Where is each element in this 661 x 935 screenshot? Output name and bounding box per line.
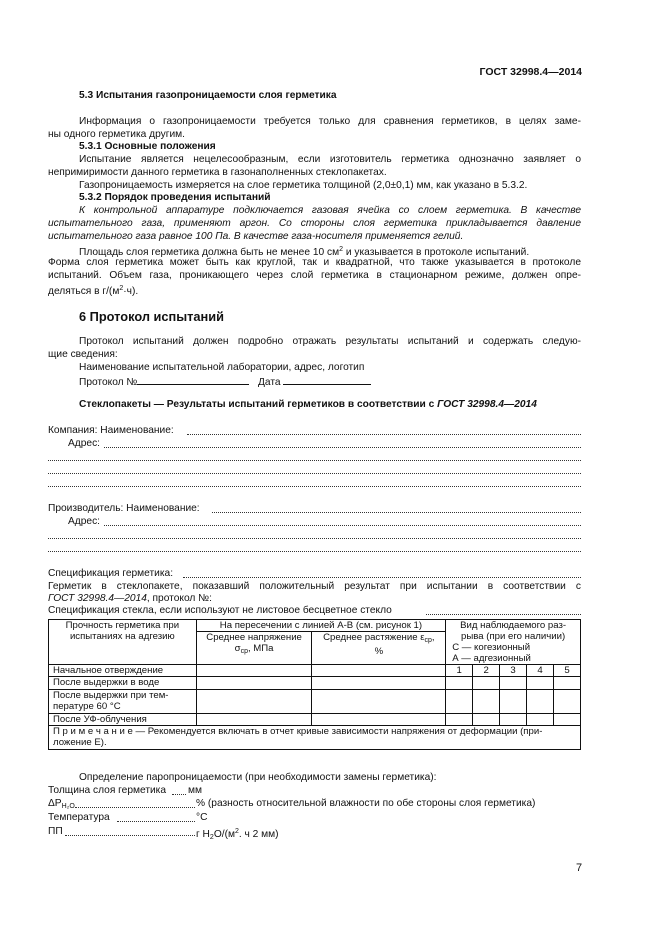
protocol-number-line: Протокол № xyxy=(79,374,249,389)
vapor-temp-fill-line xyxy=(117,821,195,822)
table-header-mean-stress: Среднее напряжение $\sigma_{ср}$, МПа xyxy=(196,632,312,665)
vapor-temp-label: Температура xyxy=(48,812,110,823)
para-procedure-line1: К контрольной аппаратуре подключается газовая ячейка со слоем герметика. В качестве xyxy=(79,205,581,216)
document-standard-header: ГОСТ 32998.4—2014 xyxy=(479,66,582,78)
table-header-intersection: На пересечении с линией А-В (см. рисунок 1) xyxy=(196,620,446,632)
producer-name-label: Производитель: Наименование: xyxy=(48,503,200,514)
producer-address-label: Адрес: xyxy=(68,516,100,527)
break-num-3: 3 xyxy=(500,665,527,677)
table-row-label: После выдержки при тем- пературе 60 °С xyxy=(49,690,197,714)
vapor-temp-unit: °С xyxy=(196,812,208,823)
vapor-pp-unit: г $H_2O/(м^2$. ч 2 мм) xyxy=(196,828,279,841)
spec-sealant-label: Спецификация герметика: xyxy=(48,568,174,579)
vapor-thickness-label: Толщина слоя герметика xyxy=(48,785,167,796)
company-address-label: Адрес: xyxy=(68,438,100,449)
result-text-line1: Герметик в стеклопакете, показавший положительный результат при испытании в соответствии с xyxy=(48,581,581,592)
para-procedure-line3: испытательного газа равное 100 Па. В качестве газа-носителя применяется гелий. xyxy=(48,231,464,242)
vapor-pp-fill-line xyxy=(65,835,195,836)
break-num-5: 5 xyxy=(554,665,581,677)
form-title: Стеклопакеты — Результаты испытаний герметиков в соответствии с ГОСТ 32998.4—2014 xyxy=(79,399,537,410)
section-6-title: 6 Протокол испытаний xyxy=(79,309,225,324)
result-text-line2: ГОСТ 32998.4—2014, протокол №: xyxy=(48,593,212,604)
section-5-3-title: 5.3 Испытания газопроницаемости слоя герметика xyxy=(79,90,337,101)
company-fill-line-4 xyxy=(48,473,581,474)
para-area-line3: испытаний. Объем газа, проникающего через слой герметика в стационарном режиме, должен опре- xyxy=(48,270,581,281)
table-header-break-type: Вид наблюдаемого раз- рыва (при его наличии) С — когезионный А — адгезионный xyxy=(446,620,581,665)
producer-fill-line-3 xyxy=(48,538,581,539)
section-5-3-1-title: 5.3.1 Основные положения xyxy=(79,141,216,152)
company-fill-line-5 xyxy=(48,486,581,487)
table-row xyxy=(49,690,581,714)
vapor-thickness-fill-line xyxy=(172,794,186,795)
company-address-fill-line xyxy=(104,447,581,448)
lab-name-line: Наименование испытательной лаборатории, адрес, логотип xyxy=(79,362,365,373)
para-area-line4: деляться в $г/(м^2\cdot ч)$. xyxy=(48,285,139,297)
company-name-label: Компания: Наименование: xyxy=(48,425,174,436)
spec-glass-fill-line xyxy=(426,614,581,615)
producer-fill-line-4 xyxy=(48,551,581,552)
para-procedure-line2: испытательного газа, применяют аргон. Со стороны слоя герметика прикладывается давление xyxy=(48,218,581,229)
table-row xyxy=(49,714,581,726)
table-header-mean-strain: Среднее растяжение $\varepsilon_{ср}$, % xyxy=(312,632,446,665)
para-inexpedient-line1: Испытание является нецелесообразным, если изготовитель герметика однозначно заявляет о xyxy=(79,154,581,165)
break-num-1: 1 xyxy=(446,665,473,677)
table-note: П р и м е ч а н и е — Рекомендуется включать в отчет кривые зависимости напряжения от деформации (при- ложение Е). xyxy=(49,726,581,750)
adhesion-results-table xyxy=(48,619,581,750)
vapor-dp-fill-line xyxy=(75,807,195,808)
table-row-label: После выдержки в воде xyxy=(49,677,197,690)
table-row xyxy=(49,677,581,690)
vapor-thickness-unit: мм xyxy=(188,785,203,796)
table-row xyxy=(49,665,581,677)
date-line: Дата xyxy=(258,374,371,389)
table-row-label: После УФ-облучения xyxy=(49,714,197,726)
para-protocol-line1: Протокол испытаний должен подробно отражать результаты испытаний и содержать следую- xyxy=(79,336,581,347)
para-area-line1: Площадь слоя герметика должна быть не менее 10 $см^2$ и указывается в протоколе испытаний. xyxy=(79,246,530,258)
section-5-3-2-title: 5.3.2 Порядок проведения испытаний xyxy=(79,192,271,203)
producer-address-fill-line xyxy=(104,525,581,526)
vapor-dp-desc: % (разность относительной влажности по обе стороны слоя герметика) xyxy=(196,798,536,809)
spec-glass-label: Спецификация стекла, если используют не листовое бесцветное стекло xyxy=(48,605,392,616)
break-num-4: 4 xyxy=(527,665,554,677)
para-gas-info-line2: ны одного герметика другим. xyxy=(48,129,185,140)
para-gas-info-line1: Информация о газопроницаемости требуется только для сравнения герметиков, в целях заме- xyxy=(79,116,581,127)
vapor-pp-label: ПП xyxy=(48,826,63,837)
company-name-fill-line xyxy=(187,434,581,435)
vapor-dp-label: $\Delta P_{H_2O}$ xyxy=(48,798,75,810)
para-thickness: Газопроницаемость измеряется на слое герметика толщиной (2,0±0,1) мм, как указано в 5.3.2. xyxy=(79,180,528,191)
page-number: 7 xyxy=(576,862,583,874)
table-header-strength: Прочность герметика при испытаниях на адгезию xyxy=(49,620,197,665)
spec-sealant-fill-line xyxy=(183,577,581,578)
para-area-line2: Форма слоя герметика может быть как круглой, так и квадратной, что также указывается в протоколе xyxy=(48,257,581,268)
producer-name-fill-line xyxy=(212,512,581,513)
company-fill-line-3 xyxy=(48,460,581,461)
para-inexpedient-line2: непримиримости данного герметика в газонаполненных стеклопакетах. xyxy=(48,167,387,178)
break-num-2: 2 xyxy=(473,665,500,677)
table-row-label: Начальное отверждение xyxy=(49,665,197,677)
para-protocol-line2: щие сведения: xyxy=(48,349,118,360)
vapor-title: Определение паропроницаемости (при необходимости замены герметика): xyxy=(79,772,437,783)
